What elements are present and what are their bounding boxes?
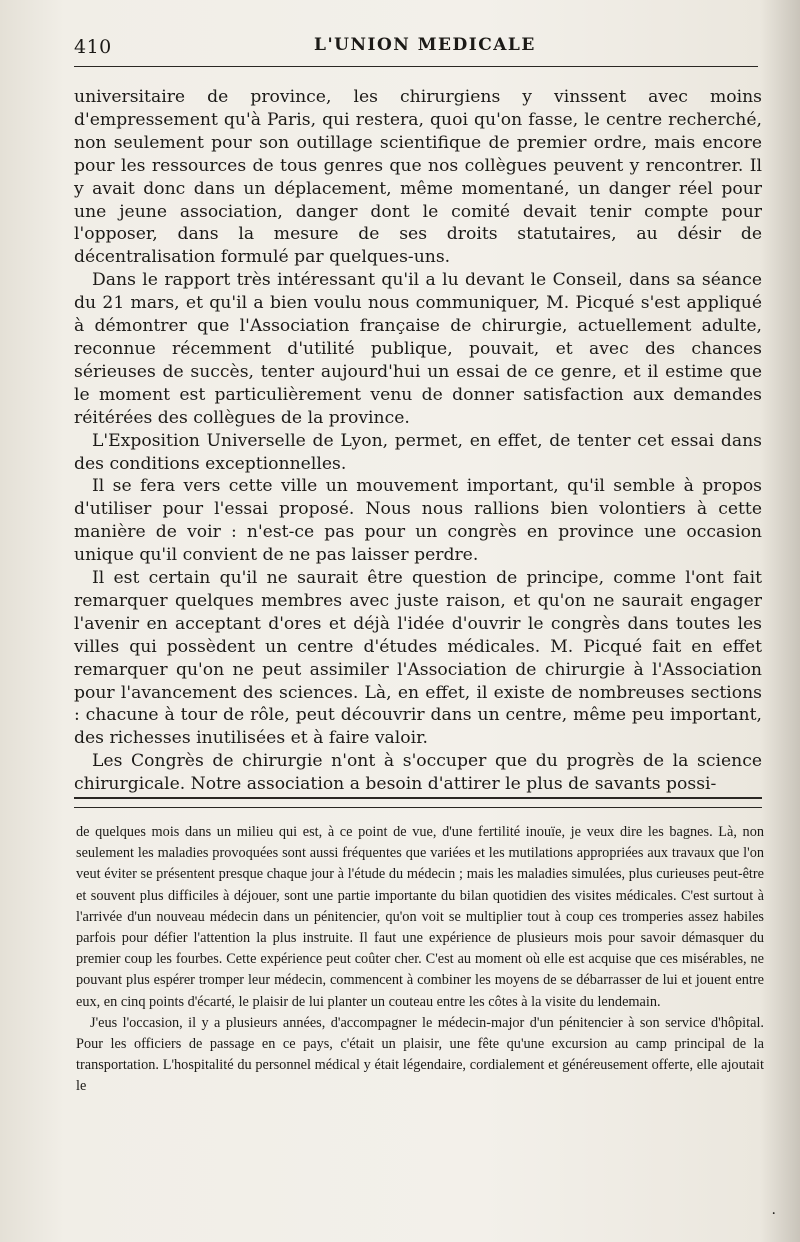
paragraph: Il est certain qu'il ne saurait être question de principe, comme l'ont fait remarquer quelques membres avec juste raison, et qu'on ne saurait engager l'avenir en acceptant d'ores et déjà l'idée d'ouvrir le congrès dans toutes les villes qui possèdent un centre d'études médicales. M. Picqué fait en effet remarquer qu'on ne peut assimiler l'Association de chirurgie à l'Association pour l'avancement des sciences. Là, en effet, il existe de nombreuses sections : chacune à tour de rôle, peut découvrir dans un centre, même peu important, des richesses inutilisées et à faire valoir.: [74, 568, 762, 749]
paragraph: Dans le rapport très intéressant qu'il a lu devant le Conseil, dans sa séance du 21 mars, et qu'il a bien voulu nous communiquer, M. Picqué s'est appliqué à démontrer que l'Association française de chirurgie, actuellement adulte, reconnue récemment d'utilité publique, pouvait, et avec des chances sérieuses de succès, tenter aujourd'hui un essai de ce genre, et il estime que le moment est particulièrement venu de donner satisfaction aux demandes réitérées des collègues de la province.: [74, 270, 762, 428]
page-number: 410: [74, 36, 112, 58]
main-article-text: [74, 86, 762, 796]
feuilleton-divider: [74, 797, 762, 808]
paragraph: Il se fera vers cette ville un mouvement important, qu'il semble à propos d'utiliser pour l'essai proposé. Nous nous rallions bien volontiers à cette manière de voir : n'est-ce pas pour un congrès en province une occasion unique qu'il convient de ne pas laisser perdre.: [74, 476, 762, 566]
feuilleton-paragraph: de quelques mois dans un milieu qui est, à ce point de vue, d'une fertilité inouïe, je veux dire les bagnes. Là, non seulement les maladies provoquées sont aussi fréquentes que variées et les mutilations appropriées aux travaux que l'on veut éviter se présentent presque chaque jour à l'étude du médecin ; mais les maladies simulées, plus curieuses peut-être et souvent plus difficiles à déjouer, sont une partie importante du bilan quotidien des visites médicales. C'est surtout à l'arrivée d'un nouveau médecin dans un pénitencier, qu'on voit se multiplier tout à coup ces tromperies assez habiles parfois pour défier l'attention la plus instruite. Il faut une expérience de plusieurs mois pour savoir démasquer du premier coup les fourbes. Cette expérience peut coûter cher. C'est au moment où elle est acquise que ces misérables, ne pouvant plus espérer tromper leur médecin, commencent à combiner les moyens de se débarrasser de lui et jouent entre eux, en cinq points d'écarté, le plaisir de lui planter un couteau entre les côtes à la visite du lendemain.: [76, 824, 764, 1010]
header-rule: [74, 66, 758, 67]
feuilleton-text: [76, 822, 764, 1098]
running-title: L'UNION MEDICALE: [314, 35, 536, 55]
paragraph: L'Exposition Universelle de Lyon, permet, en effet, de tenter cet essai dans des conditions exceptionnelles.: [74, 430, 762, 474]
margin-mark: .: [771, 1202, 776, 1218]
paragraph: universitaire de province, les chirurgiens y vinssent avec moins d'empressement qu'à Paris, qui restera, quoi qu'on fasse, le centre recherché, non seulement pour son outillage scientifique de premier ordre, mais encore pour les ressources de tous genres que nos collègues peuvent y rencontrer. Il y avait donc dans un déplacement, même momentané, un danger réel pour une jeune association, danger dont le comité devait tenir compte pour l'opposer, dans la mesure de ses droits statutaires, au désir de décentralisation formulé par quelques-uns.: [74, 87, 762, 268]
page-header: [74, 30, 758, 64]
paragraph: Les Congrès de chirurgie n'ont à s'occuper que du progrès de la science chirurgicale. Notre association a besoin d'attirer le plus de savants possi-: [74, 751, 762, 795]
feuilleton-paragraph: J'eus l'occasion, il y a plusieurs années, d'accompagner le médecin-major d'un pénitencier à son service d'hôpital. Pour les officiers de passage en ce pays, c'était un plaisir, une fête qu'une excursion au camp principal de la transportation. L'hospitalité du personnel médical y était légendaire, cordialement et généreusement offerte, elle ajoutait le: [76, 1014, 764, 1095]
